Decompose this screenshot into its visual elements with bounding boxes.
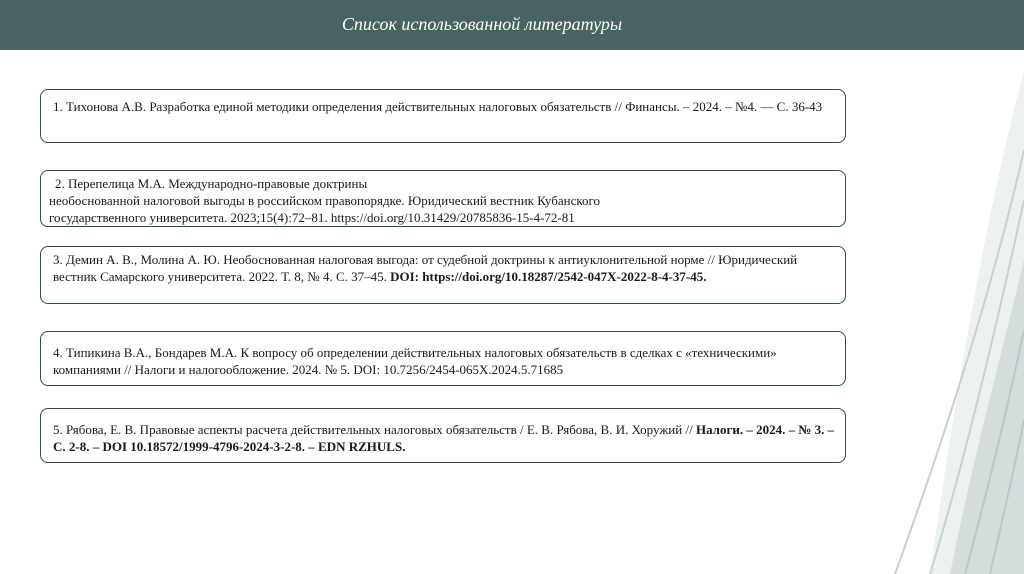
reference-item-4: [40, 331, 846, 386]
reference-line: государственного университета. 2023;15(4):72–81. https://doi.org/10.31429/20785836-15-4-72-81: [49, 210, 575, 225]
reference-doi: DOI: https://doi.org/10.18287/2542-047X-2022-8-4-37-45.: [390, 269, 707, 284]
reference-bold-tail: Налоги. – 2024. – № 3. – С. 2-8. – DOI 10.18572/1999-4796-2024-3-2-8. – EDN RZHULS.: [53, 422, 835, 454]
reference-text: 4. Типикина В.А., Бондарев М.А. К вопросу об определении действительных налоговых обязательств в сделках с «техническими» компаниями // Налоги и налогообложение. 2024. № 5. DOI: 10.7256/2454-065X.2024.5.71685: [53, 345, 777, 377]
decor-line-4: [990, 420, 1024, 574]
reference-line: 2. Перепелица М.А. Международно-правовые доктрины: [55, 176, 368, 191]
reference-item-1: [40, 89, 846, 143]
reference-text: 5. Рябова, Е. В. Правовые аспекты расчета действительных налоговых обязательств / Е. В. Рябова, В. И. Хоружий //: [53, 422, 693, 437]
reference-item-5: [40, 408, 846, 463]
page-title: Список использованной литературы: [341, 14, 623, 34]
reference-line: необоснованной налоговой выгоды в российском правопорядке. Юридический вестник Кубанского: [49, 193, 601, 208]
decor-line-1: [895, 150, 1024, 574]
decor-band-light: [930, 70, 1024, 574]
reference-item-2: [40, 170, 846, 227]
decor-band-mid: [950, 260, 1024, 574]
reference-item-3: [40, 246, 846, 304]
reference-text: 1. Тихонова А.В. Разработка единой методики определения действительных налоговых обязательств // Финансы. – 2024. – №4. — С. 36-43: [53, 99, 823, 114]
reference-text: 3. Демин А. В., Молина А. Ю. Необоснованная налоговая выгода: от судебной доктрины к антиуклонительной норме // Юридический вестник Самарского университета. 2022. Т. 8, № 4. С. 37–45.: [53, 252, 798, 284]
decor-line-2: [930, 200, 1024, 574]
decor-line-3: [965, 330, 1024, 574]
